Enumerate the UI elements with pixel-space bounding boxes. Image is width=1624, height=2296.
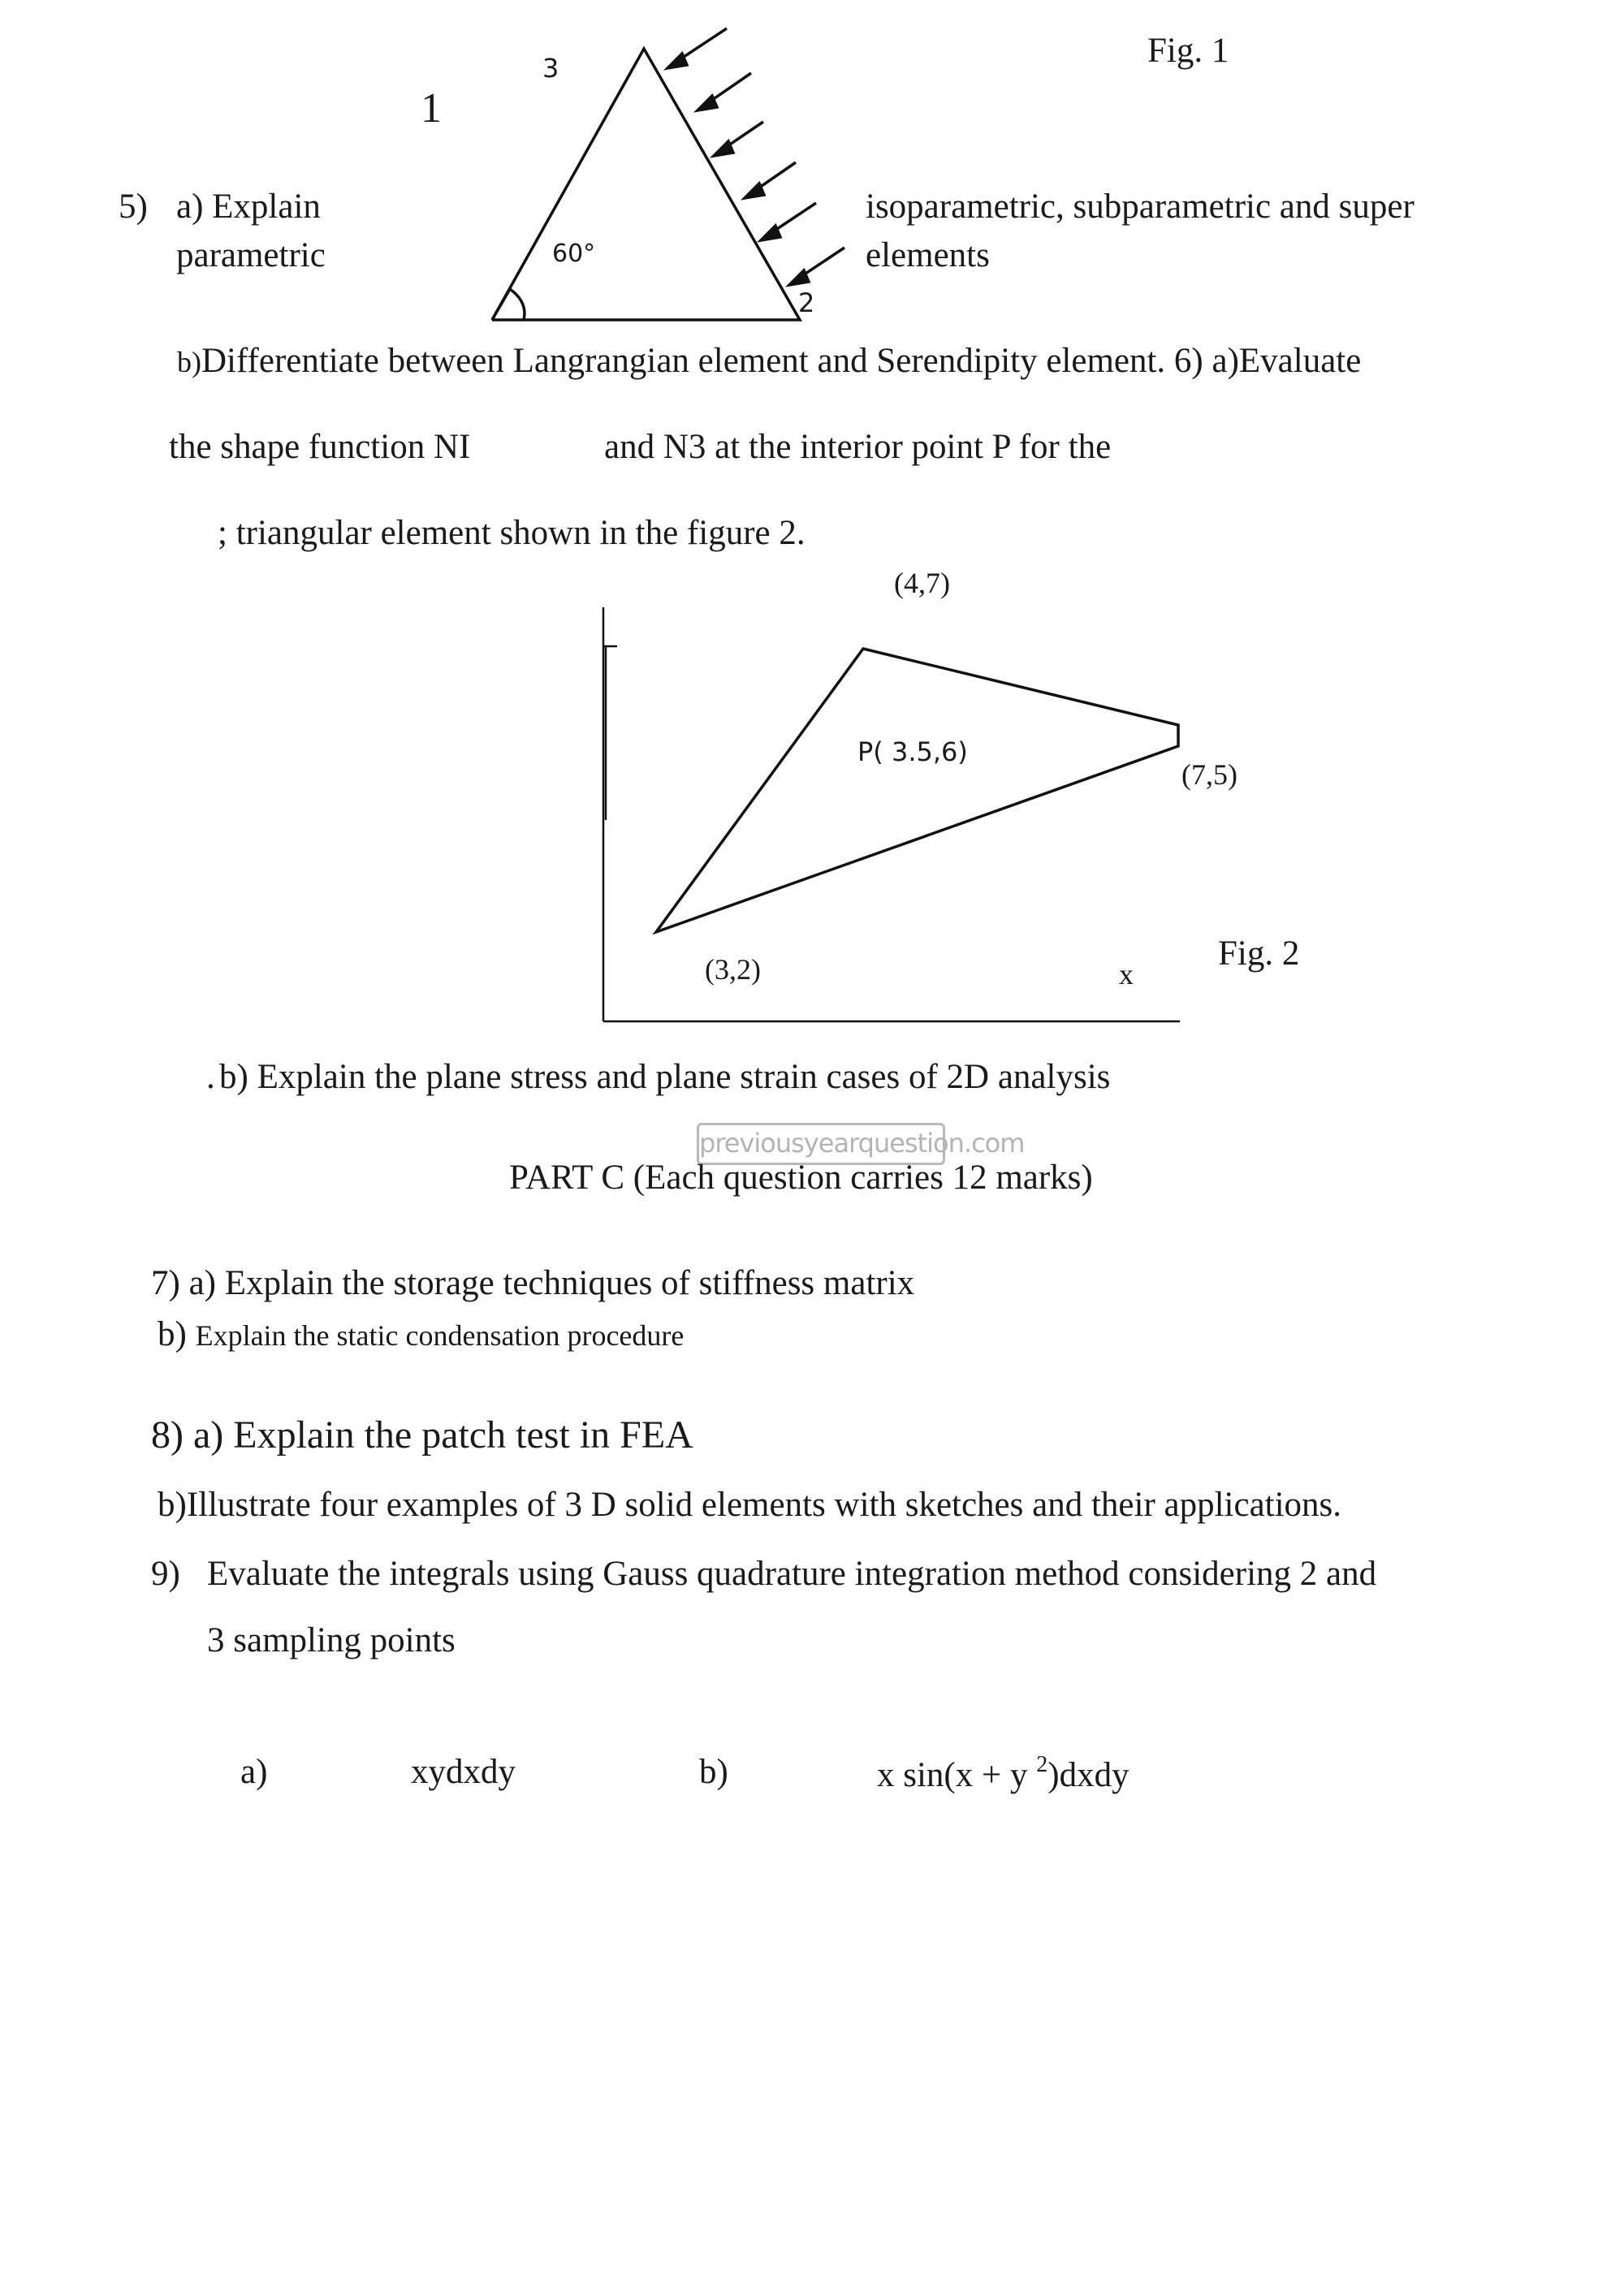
q9b-expr-post: )dxdy <box>1047 1756 1129 1794</box>
q7b-text: Explain the static condensation procedure <box>195 1319 685 1352</box>
q5-number: 5) <box>119 188 148 226</box>
q9b-expr <box>877 1752 1129 1795</box>
fig2-point-right: (7,5) <box>1181 758 1237 791</box>
fig1-caption: Fig. 1 <box>1147 32 1229 70</box>
q9b-expr-pre: x sin(x + y <box>877 1756 1028 1794</box>
fig1-vertex-2: 2 <box>798 287 815 318</box>
q6a-line2: ; triangular element shown in the figure 2. <box>218 514 806 552</box>
fig2-point-p: P( 3.5,6) <box>857 736 968 767</box>
q9a-label: a) <box>240 1753 268 1791</box>
fig2-point-bottom: (3,2) <box>705 953 761 986</box>
part-c-heading: PART C (Each question carries 12 marks) <box>509 1159 1093 1197</box>
q5b-text: Differentiate between Langrangian element and Serendipity element. 6) a)Evaluate <box>201 342 1362 380</box>
q8a: 8) a) Explain the patch test in FEA <box>151 1413 693 1457</box>
q6b-dot: . <box>206 1058 215 1096</box>
fig2-triangle <box>656 649 1178 932</box>
q8b-prefix: b) <box>158 1486 187 1524</box>
q5a-left-line1: a) Explain <box>176 188 321 226</box>
q6b-text: b) Explain the plane stress and plane strain cases of 2D analysis <box>219 1058 1111 1096</box>
q9b-expr-sup: 2 <box>1036 1752 1048 1777</box>
q8b-line <box>158 1485 1341 1525</box>
fig2-drawing <box>0 0 1624 1055</box>
q6a-line1-right: and N3 at the interior point P for the <box>604 428 1112 466</box>
fig1-vertex-1: 1 <box>421 85 442 132</box>
q7a: 7) a) Explain the storage techniques of stiffness matrix <box>151 1264 915 1302</box>
q6a-line1-left: the shape function NI <box>169 428 471 466</box>
q5a-right-line2: elements <box>866 236 990 274</box>
q7b-prefix: b) <box>158 1315 187 1353</box>
fig2-point-top: (4,7) <box>894 567 950 599</box>
q7b-line <box>158 1314 684 1354</box>
q9b-label: b) <box>699 1753 728 1791</box>
watermark-logo: previousyearquestion.com <box>697 1123 945 1165</box>
fig2-caption: Fig. 2 <box>1218 934 1300 973</box>
q5a-left-line2: parametric <box>176 236 326 274</box>
q5a-right-line1: isoparametric, subparametric and super <box>866 188 1415 226</box>
q8b-text: Illustrate four examples of 3 D solid elements with sketches and their applications. <box>186 1486 1342 1524</box>
fig1-vertex-3: 3 <box>542 53 559 84</box>
q9-line1: Evaluate the integrals using Gauss quadrature integration method considering 2 and <box>207 1555 1377 1593</box>
fig2-x-label: x <box>1119 958 1134 990</box>
q5b-prefix: b) <box>177 346 201 378</box>
q9-line2: 3 sampling points <box>207 1621 456 1659</box>
fig1-angle-label: 60° <box>552 240 596 268</box>
q9-number: 9) <box>151 1555 180 1593</box>
q9a-expr: xydxdy <box>411 1753 516 1791</box>
